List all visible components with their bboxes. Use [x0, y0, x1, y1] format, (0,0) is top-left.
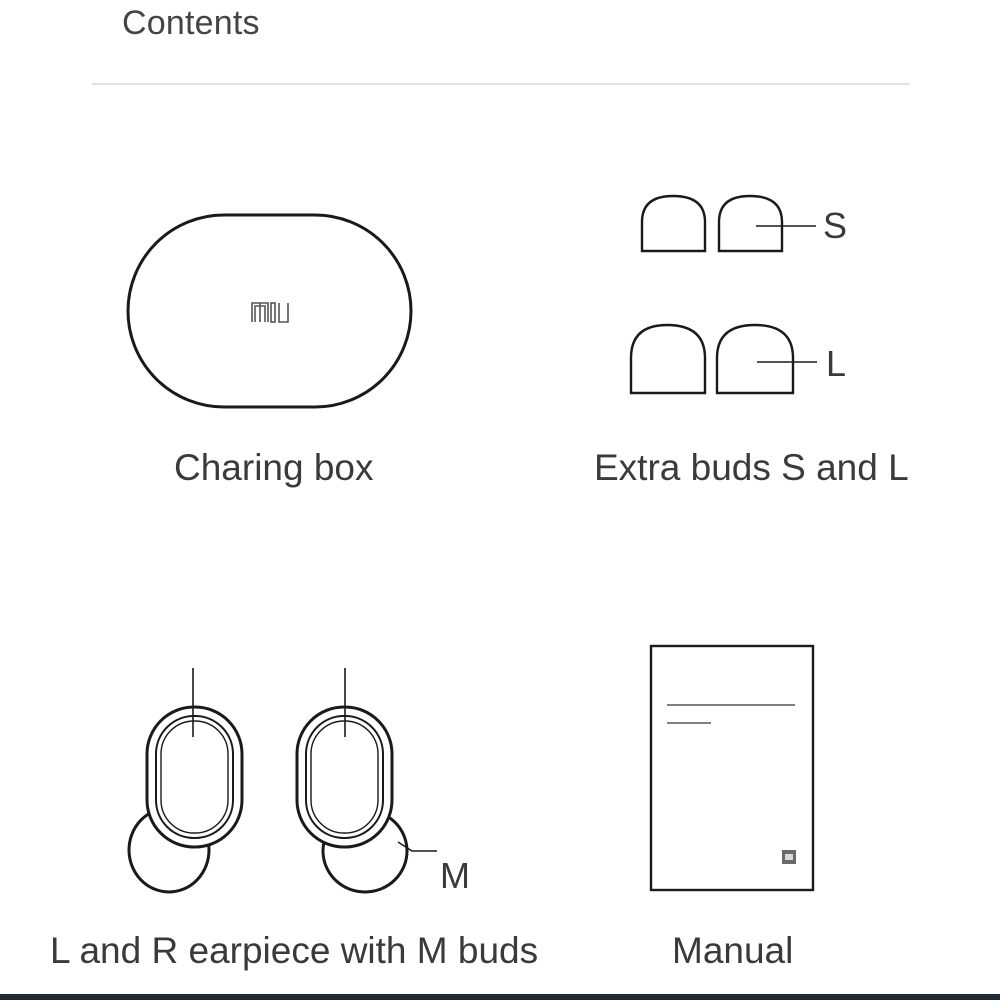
caption-earpieces: L and R earpiece with M buds	[50, 930, 539, 971]
label-size-m: M	[440, 855, 470, 896]
left-earpiece-illustration	[129, 668, 242, 892]
extra-bud-l-left	[631, 325, 705, 393]
label-size-l: L	[826, 343, 847, 384]
manual-illustration	[651, 646, 813, 890]
caption-extra-buds: Extra buds S and L	[594, 447, 909, 488]
extra-bud-s-left	[642, 196, 705, 251]
mi-logo-icon	[252, 303, 288, 322]
extra-bud-s-right	[719, 196, 816, 251]
mi-logo-icon	[782, 850, 796, 864]
charging-box-illustration	[128, 215, 411, 407]
caption-charging-box: Charing box	[174, 447, 374, 488]
label-size-s: S	[823, 205, 848, 246]
bottom-border	[0, 994, 1000, 1000]
extra-bud-l-right	[717, 325, 817, 393]
right-earpiece-illustration	[297, 668, 437, 892]
caption-manual: Manual	[672, 930, 794, 971]
section-title: Contents	[122, 4, 260, 42]
